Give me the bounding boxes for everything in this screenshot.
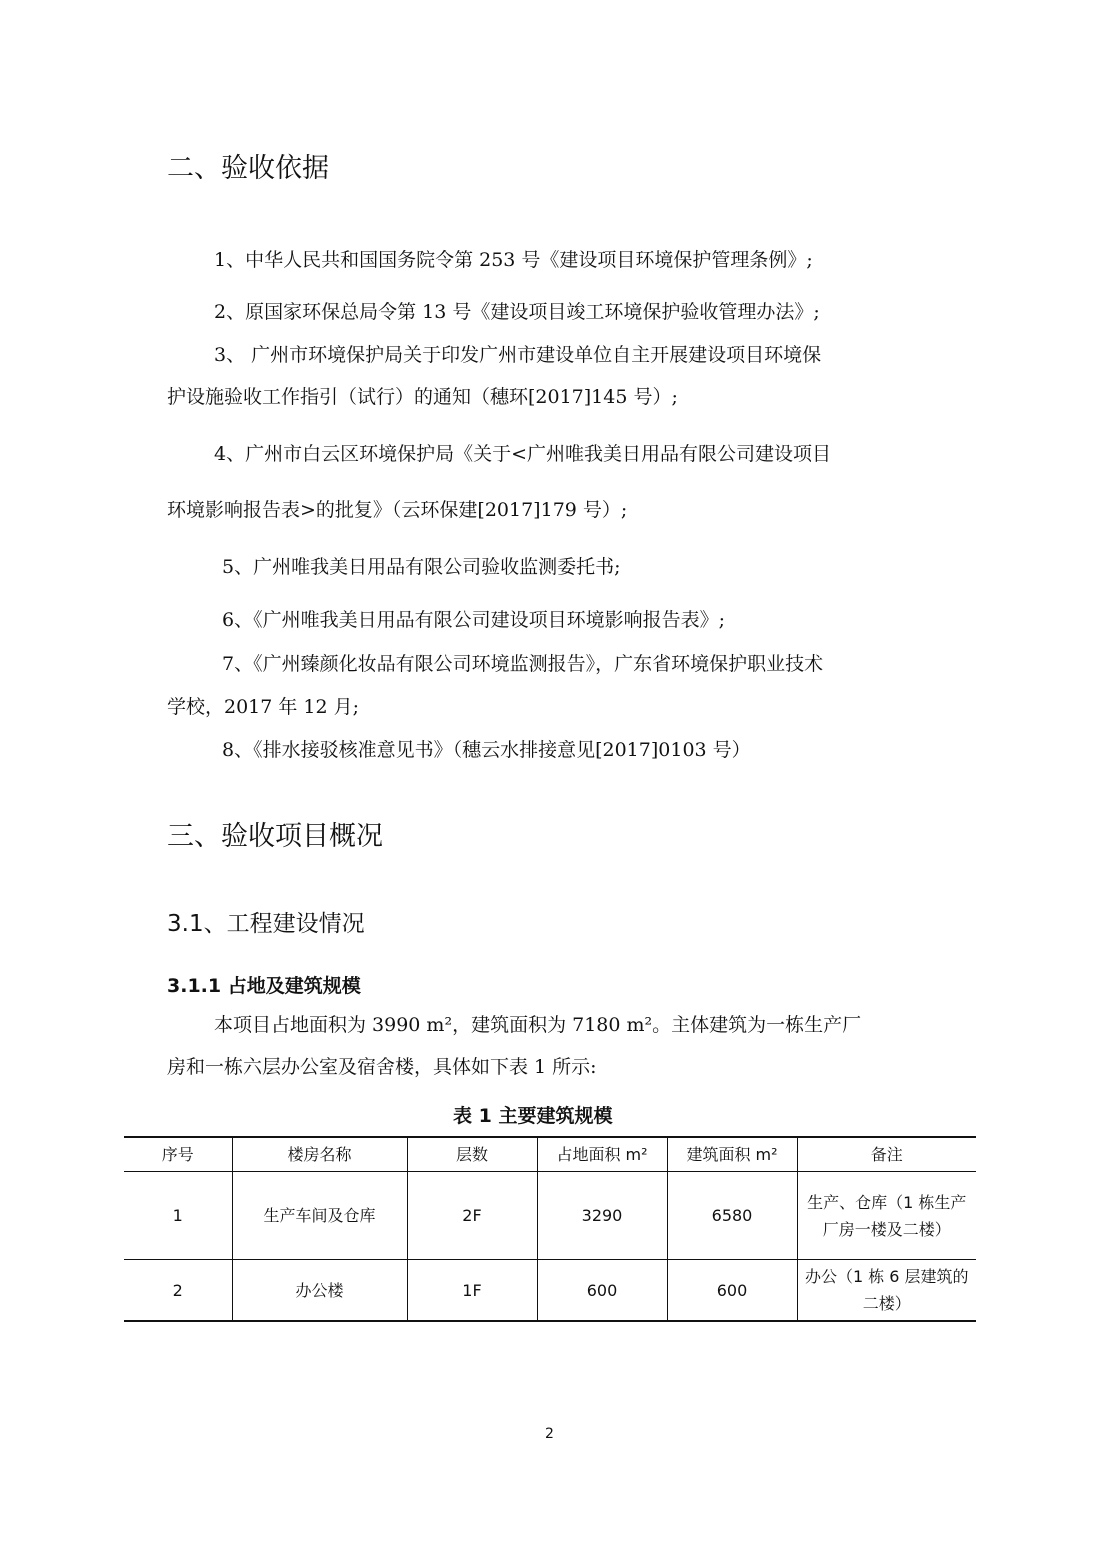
basis-item-6: 6、《广州唯我美日用品有限公司建设项目环境影响报告表》;	[222, 609, 725, 631]
basis-item-7-line1: 7、《广州臻颜化妆品有限公司环境监测报告》，广东省环境保护职业技术	[222, 653, 824, 675]
basis-item-2: 2、原国家环保总局令第 13 号《建设项目竣工环境保护验收管理办法》;	[214, 301, 820, 323]
cell-land-area: 3290	[537, 1172, 667, 1260]
basis-item-5: 5、广州唯我美日用品有限公司验收监测委托书;	[222, 556, 621, 578]
scale-paragraph-line1: 本项目占地面积为 3990 m²，建筑面积为 7180 m²。主体建筑为一栋生产厂	[214, 1014, 862, 1036]
cell-serial: 2	[172, 1280, 183, 1300]
section-heading-acceptance-basis: 二、验收依据	[167, 153, 329, 184]
header-building-name: 楼房名称	[232, 1137, 407, 1172]
basis-item-8: 8、《排水接驳核准意见书》（穗云水排接意见[2017]0103 号）	[222, 739, 751, 761]
header-floor-area: 建筑面积 m²	[667, 1137, 797, 1172]
header-floors: 层数	[407, 1137, 537, 1172]
scale-paragraph-line2: 房和一栋六层办公室及宿舍楼，具体如下表 1 所示:	[167, 1056, 597, 1078]
cell-building-name: 生产车间及仓库	[232, 1172, 407, 1260]
table-row	[124, 1172, 976, 1260]
subsubsection-heading-scale: 3.1.1 占地及建筑规模	[167, 975, 361, 997]
subsection-heading-construction: 3.1、工程建设情况	[167, 911, 365, 937]
cell-building-name: 办公楼	[232, 1260, 407, 1322]
cell-floors: 2F	[407, 1172, 537, 1260]
table-caption: 表 1 主要建筑规模	[453, 1105, 613, 1127]
cell-land-area: 600	[537, 1260, 667, 1322]
cell-remarks: 生产、仓库（1 栋生产厂房一楼及二楼）	[797, 1172, 976, 1260]
cell-floor-area: 600	[667, 1260, 797, 1322]
section-heading-project-overview: 三、验收项目概况	[167, 821, 383, 852]
cell-remarks: 办公（1 栋 6 层建筑的二楼）	[797, 1260, 976, 1322]
basis-item-4-line2: 环境影响报告表>的批复》（云环保建[2017]179 号）;	[167, 499, 628, 521]
basis-item-3-line1: 3、 广州市环境保护局关于印发广州市建设单位自主开展建设项目环境保	[214, 344, 822, 366]
header-serial: 序号	[124, 1137, 232, 1172]
table-row	[124, 1260, 976, 1322]
basis-item-4-line1: 4、广州市白云区环境保护局《关于<广州唯我美日用品有限公司建设项目	[214, 443, 832, 465]
basis-item-3-line2: 护设施验收工作指引（试行）的通知（穗环[2017]145 号）;	[167, 386, 678, 408]
basis-item-7-line2: 学校，2017 年 12 月;	[167, 696, 360, 718]
building-scale-table	[124, 1136, 976, 1322]
cell-serial: 1	[124, 1172, 232, 1260]
cell-floor-area: 6580	[667, 1172, 797, 1260]
basis-item-1: 1、中华人民共和国国务院令第 253 号《建设项目环境保护管理条例》;	[214, 249, 813, 271]
header-remarks: 备注	[797, 1137, 976, 1172]
header-land-area: 占地面积 m²	[537, 1137, 667, 1172]
cell-floors: 1F	[407, 1260, 537, 1322]
table-header-row	[124, 1137, 976, 1172]
page-number: 2	[545, 1426, 554, 1442]
